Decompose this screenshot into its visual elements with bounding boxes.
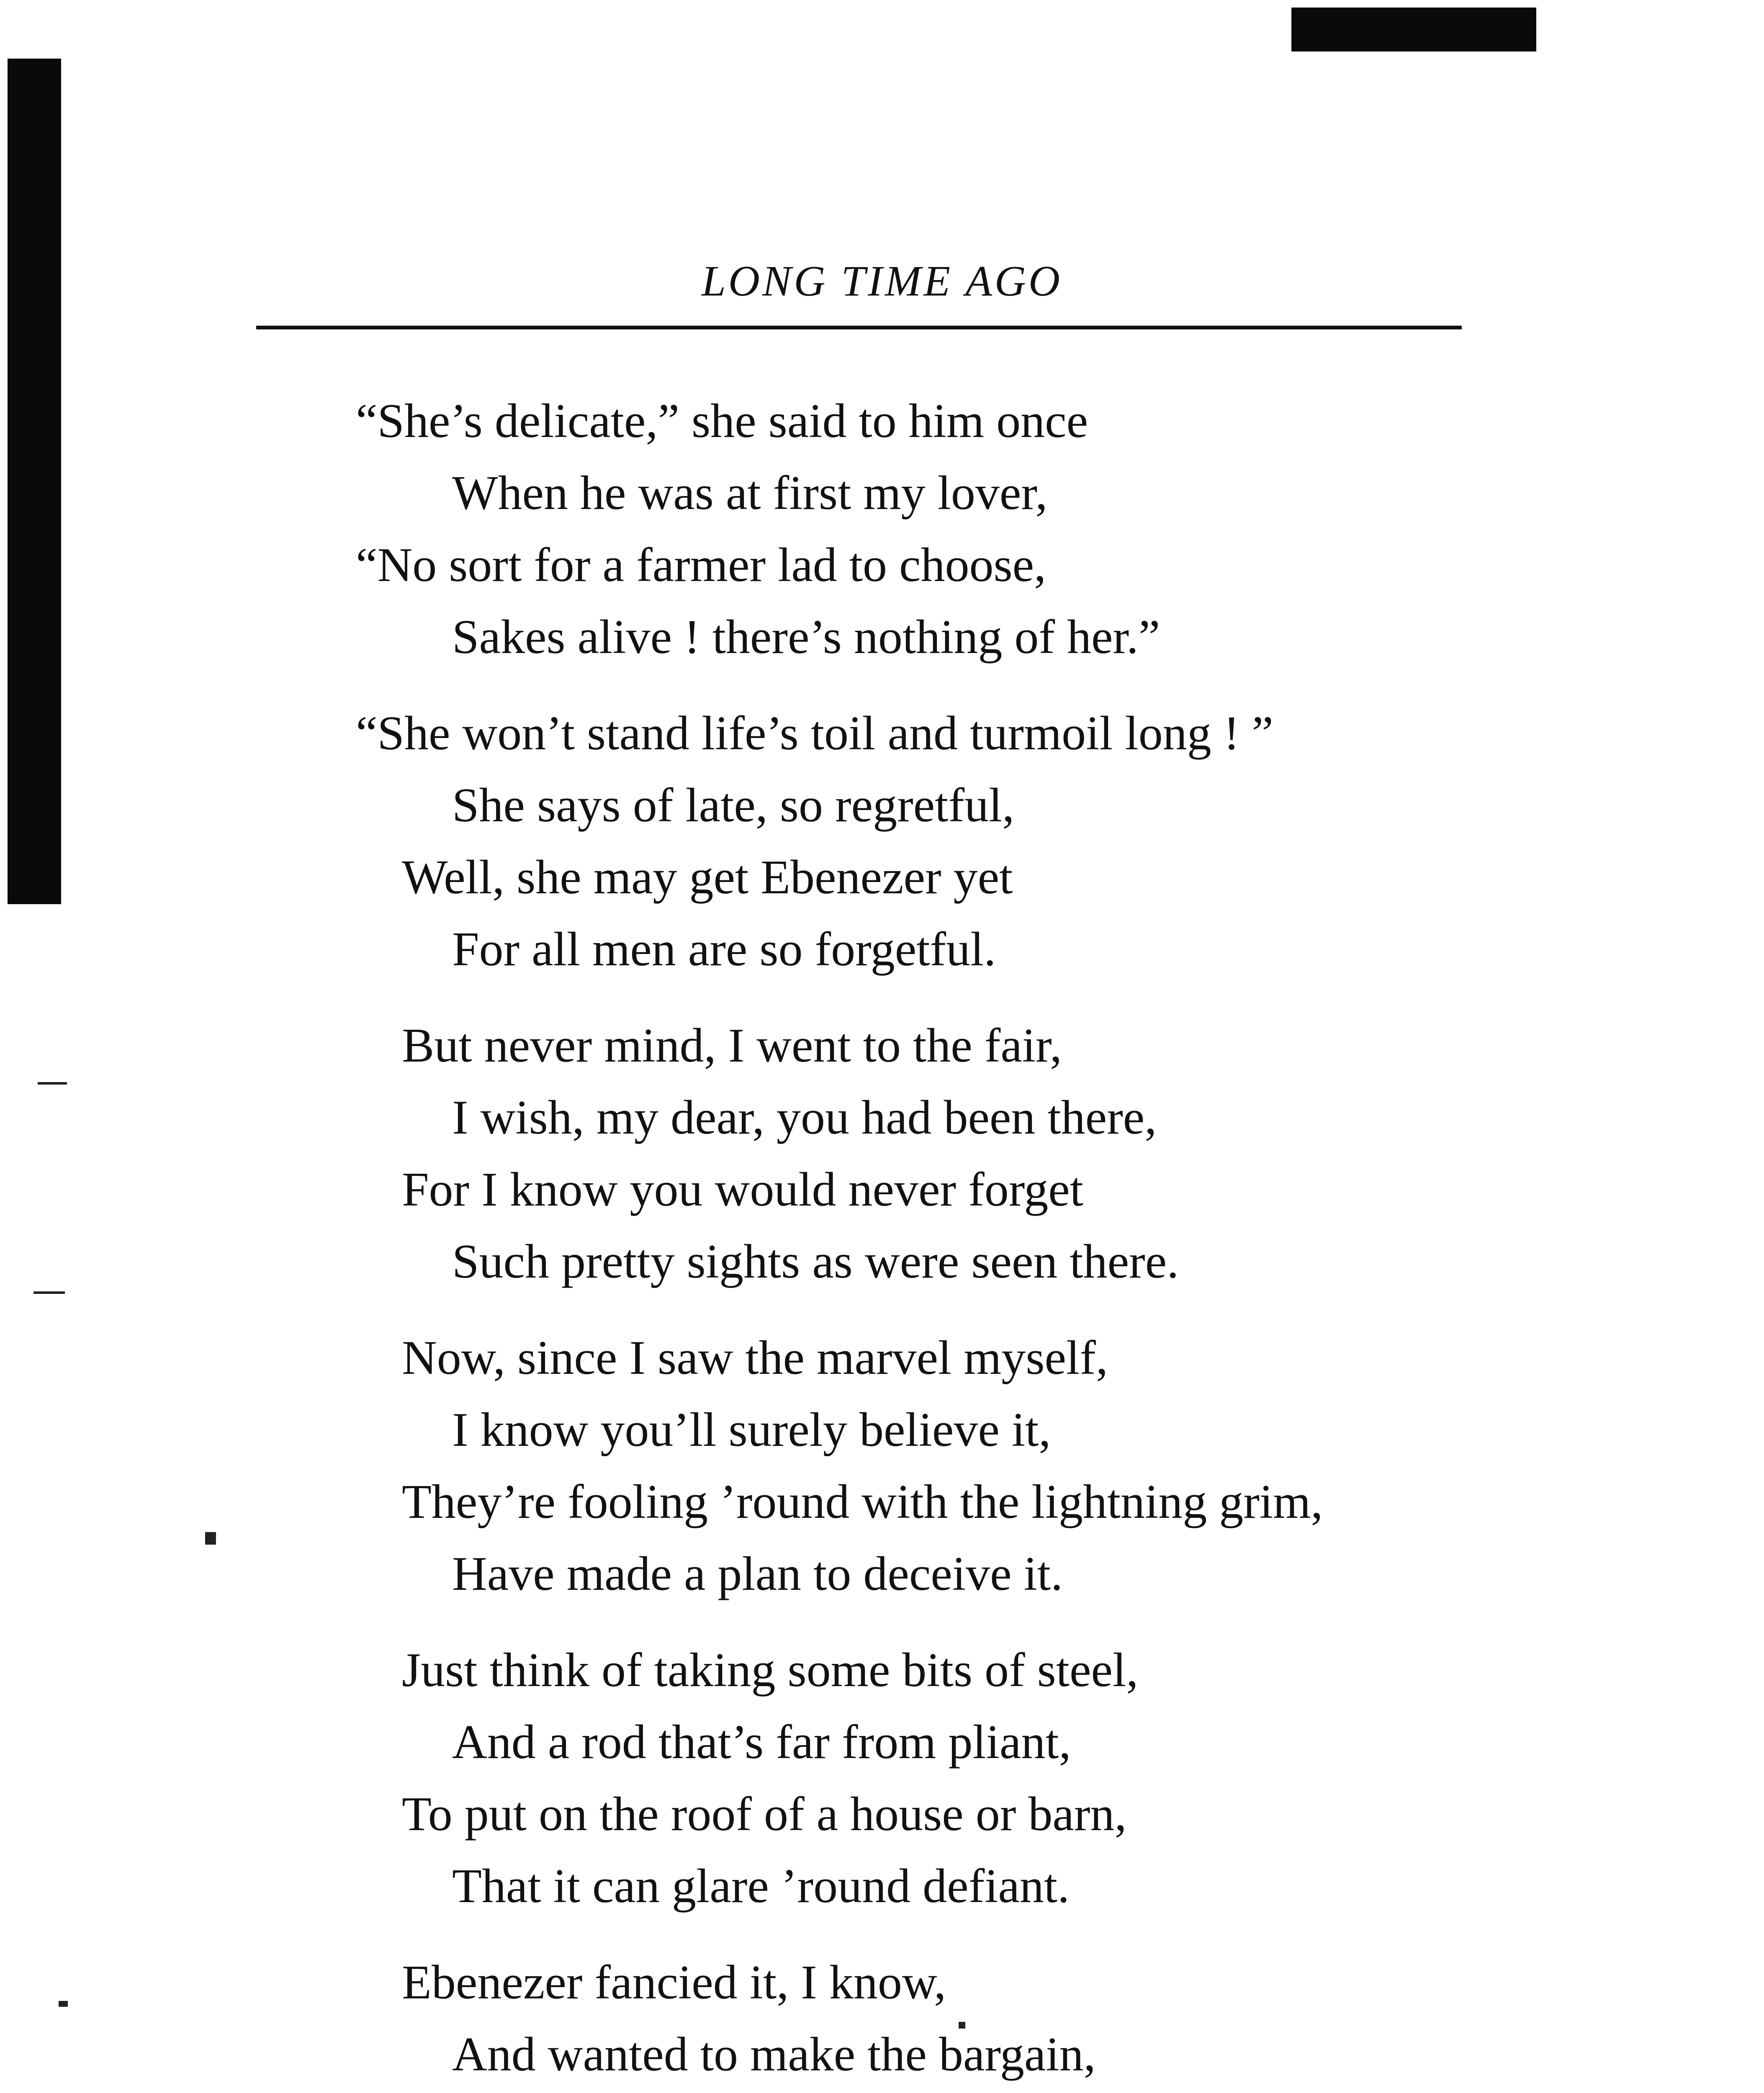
poem-line: For all men are so forgetful. [452,923,996,976]
poem-line: Such pretty sights as were seen there. [452,1235,1179,1288]
poem-line: When he was at first my lover, [452,466,1048,520]
poem-line: I know you’ll surely believe it, [452,1403,1051,1457]
stanza [356,385,1633,673]
poem-line: Ebenezer fancied it, I know, [402,1956,946,2009]
poem-line [377,2090,1633,2093]
poem-line: “No sort for a farmer lad to choose, [356,538,1047,592]
poem-line: Have made a plan to deceive it. [452,1547,1063,1601]
poem-line: But never mind, I went to the fair, [402,1019,1062,1072]
poem-line: And a rod that’s far from pliant, [452,1715,1071,1769]
poem-line: She says of late, so regretful, [452,779,1015,832]
poem-line: For I know you would never forget [402,1163,1084,1216]
stanza [377,1010,1633,1298]
poem-line: I wish, my dear, you had been there, [452,1091,1157,1144]
header-rule [256,326,1462,329]
scan-tab-mark [1291,8,1536,51]
poem-line: “She’s delicate,” she said to him once [356,394,1088,448]
stanza [377,1946,1633,2093]
scan-tick-mark [38,1082,67,1085]
poem-line: Well, she may get Ebenezer yet [402,851,1013,904]
poem [356,385,1633,2093]
stanza [377,1634,1633,1922]
stanza [377,1322,1633,1610]
scan-tick-mark [59,2001,68,2007]
scan-tick-mark [33,1291,65,1294]
running-head: LONG TIME AGO [702,257,1062,305]
poem-line: Just think of taking some bits of steel, [402,1643,1139,1697]
stanza [356,697,1633,985]
ink-speck [205,1532,216,1545]
poem-line: Now, since I saw the marvel myself, [402,1331,1108,1385]
scan-margin-shadow [8,59,61,904]
poem-line: That it can glare ’round defiant. [452,1859,1070,1913]
poem-line: To put on the roof of a house or barn, [402,1787,1127,1841]
poem-line: Sakes alive ! there’s nothing of her.” [452,610,1160,664]
poem-line: And wanted to make the bargain, [452,2028,1096,2081]
poem-line: “She won’t stand life’s toil and turmoil long ! ” [356,707,1273,760]
poem-line: They’re fooling ’round with the lightning grim, [402,1475,1323,1529]
